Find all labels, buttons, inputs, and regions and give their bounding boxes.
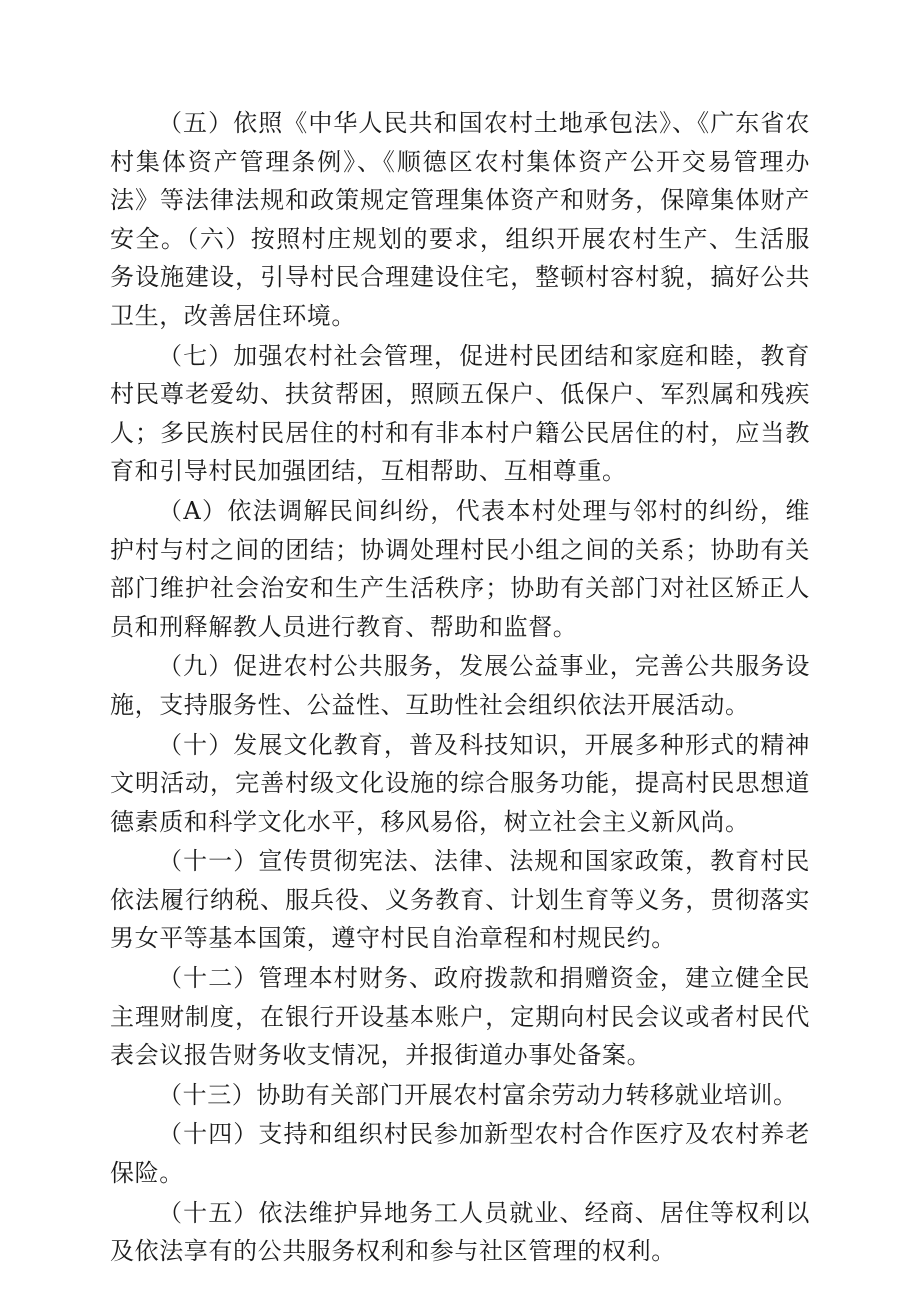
paragraph-item-8: （A）依法调解民间纠纷，代表本村处理与邻村的纠纷，维护村与村之间的团结；协调处理村民小组之间的关系；协助有关部门维护社会治安和生产生活秩序；协助有关部门对社区矫正人员和刑释解教人员进行教育、帮助和监督。 [110, 496, 810, 641]
paragraph-item-14: （十四）支持和组织村民参加新型农村合作医疗及农村养老保险。 [110, 1120, 810, 1188]
paragraph-item-13: （十三）协助有关部门开展农村富余劳动力转移就业培训。 [158, 1080, 798, 1109]
paragraph-item-7: （七）加强农村社会管理，促进村民团结和家庭和睦，教育村民尊老爱幼、扶贫帮困，照顾五保户、低保户、军烈属和残疾人；多民族村民居住的村和有非本村户籍公民居住的村，应当教育和引导村民加强团结，互相帮助、互相尊重。 [110, 341, 810, 486]
paragraph-item-15: （十五）依法维护异地务工人员就业、经商、居住等权利以及依法享有的公共服务权利和参与社区管理的权利。 [110, 1198, 810, 1266]
paragraph-item-10: （十）发展文化教育，普及科技知识，开展多种形式的精神文明活动，完善村级文化设施的综合服务功能，提高村民思想道德素质和科学文化水平，移风易俗，树立社会主义新风尚。 [110, 730, 810, 836]
document-body [110, 104, 810, 1271]
paragraph-item-11: （十一）宣传贯彻宪法、法律、法规和国家政策，教育村民依法履行纳税、服兵役、义务教育、计划生育等义务，贯彻落实男女平等基本国策，遵守村民自治章程和村规民约。 [110, 847, 810, 953]
paragraph-item-5-6: （五）依照《中华人民共和国农村土地承包法》、《广东省农村集体资产管理条例》、《顺德区农村集体资产公开交易管理办法》等法律法规和政策规定管理集体资产和财务，保障集体财产安全。（六）按照村庄规划的要求，组织开展农村生产、生活服务设施建设，引导村民合理建设住宅，整顿村容村貌，搞好公共卫生，改善居住环境。 [110, 109, 810, 330]
paragraph-item-9: （九）促进农村公共服务，发展公益事业，完善公共服务设施，支持服务性、公益性、互助性社会组织依法开展活动。 [110, 652, 810, 719]
paragraph-item-12: （十二）管理本村财务、政府拨款和捐赠资金，建立健全民主理财制度，在银行开设基本账户，定期向村民会议或者村民代表会议报告财务收支情况，并报街道办事处备案。 [110, 964, 810, 1070]
